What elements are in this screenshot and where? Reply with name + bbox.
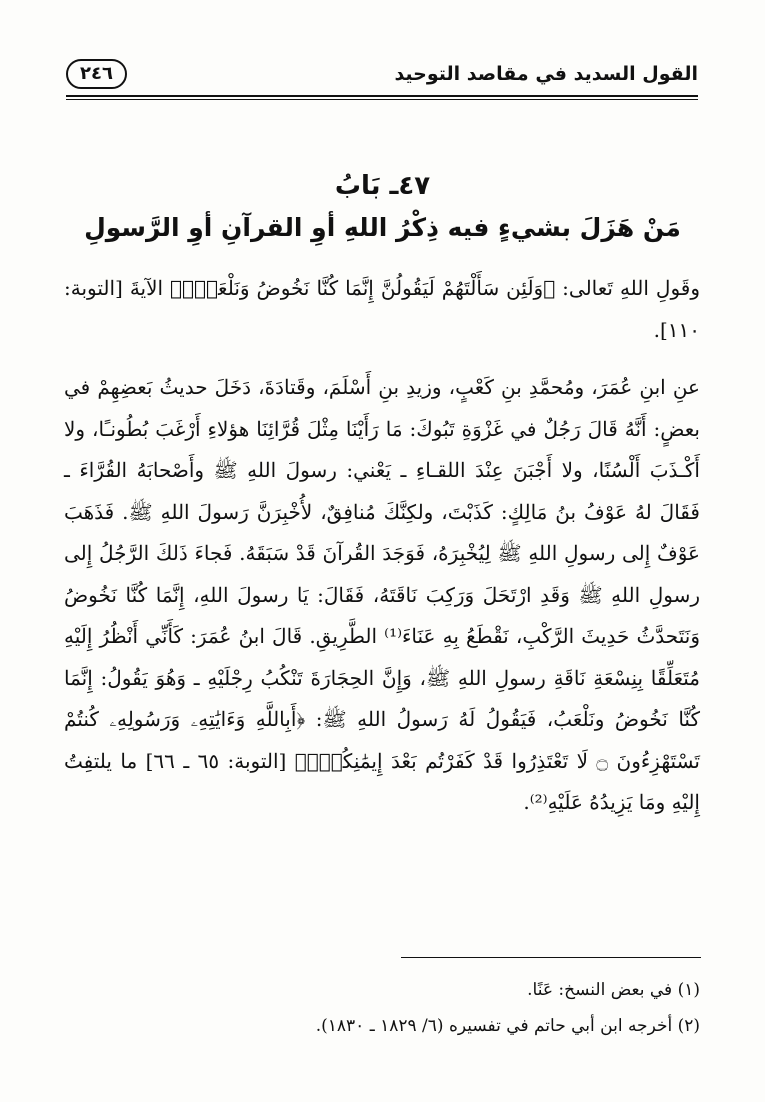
chapter-number: ٤٧ـ بَابُ xyxy=(334,171,431,201)
footnote-1: (١) في بعض النسخ: عَنًا. xyxy=(527,980,700,1000)
footnote-rule xyxy=(401,957,701,958)
body-text xyxy=(64,268,700,824)
running-header xyxy=(66,56,698,92)
verse-intro-paragraph: وقَولِ اللهِ تَعالى: ﴿وَلَئِن سَأَلْتَهُمْ لَيَقُولُنَّ إِنَّمَا كُنَّا نَخُوضُ وَنَلْعَبُۚ﴾ الآيةَ [التوبة: ١١٠]. xyxy=(64,276,700,342)
chapter-title: مَنْ هَزَلَ بشيءٍ فيه ذِكْرُ اللهِ أوِ القرآنِ أوِ الرَّسولِ xyxy=(84,213,681,242)
footnote-2: (٢) أخرجه ابن أبي حاتم في تفسيره (٦/ ١٨٢٩ ـ ١٨٣٠). xyxy=(315,1016,700,1036)
footnotes xyxy=(64,972,700,1044)
chapter-heading xyxy=(40,168,725,248)
page-number: ٢٤٦ xyxy=(66,59,127,89)
narration-paragraph: عنِ ابنِ عُمَرَ، ومُحمَّدِ بنِ كَعْبٍ، وزيدِ بنِ أَسْلَمَ، وقَتادَةَ، دَخَلَ حديثُ بَعضِهِمْ في بعضٍ: أَنَّهُ قَالَ رَجُلٌ في غَزْوَةِ تَبُوكَ: مَا رَأَيْنَا مِثْلَ قُرَّائِنَا هؤلاءِ أَرْغَبَ بُطُونـًا، ولا أَكْـذَبَ أَلْسُنًا، ولا أَجْبَنَ عِنْدَ اللقـاءِ ـ يَعْني: رسولَ اللهِ ﷺ وأَصْحابَهُ القُرَّاءَ ـ فَقَالَ لهُ عَوْفُ بنُ مَالِكٍ: كَذَبْتَ، ولكِنَّكَ مُنافِقٌ، لأُخْبِرَنَّ رَسولَ اللهِ ﷺ. فَذَهَبَ عَوْفٌ إِلى رسولِ اللهِ ﷺ لِيُخْبِرَهُ، فَوَجَدَ القُرآنَ قَدْ سَبَقَهُ. فَجاءَ ذَلكَ الرَّجُلُ إِلى رسولِ اللهِ ﷺ وَقَدِ ارْتَحَلَ وَرَكِبَ نَاقَتَهُ، فَقَالَ: يَا رسولَ اللهِ، إِنَّمَا كُنَّا نَخُوضُ وَنَتَحدَّثُ حَدِيثَ الرَّكْبِ، نَقْطَعُ بِهِ عَنَاءَ⁽¹⁾ الطَّرِيقِ. قَالَ ابنُ عُمَرَ: كَأَنِّي أَنْظُرُ إِلَيْهِ مُتَعَلِّقًا بِنِسْعَةِ نَاقَةِ رسولِ اللهِ ﷺ، وَإِنَّ الحِجَارَةَ تَنْكُبُ رِجْلَيْهِ ـ وَهُوَ يَقُولُ: إِنَّمَا كُنَّا نَخُوضُ ونَلْعَبُ، فَيَقُولُ لَهُ رَسولُ اللهِ ﷺ: ﴿أَبِاللَّهِ وَءَايَٰتِهِۦ وَرَسُولِهِۦ كُنتُمْ تَسْتَهْزِءُونَ ۝ لَا تَعْتَذِرُوا قَدْ كَفَرْتُم بَعْدَ إِيمَٰنِكُمْۚ﴾ [التوبة: ٦٥ ـ ٦٦] ما يلتفِتُ إِليْهِ ومَا يَزِيدُهُ عَلَيْهِ⁽²⁾. xyxy=(64,375,700,814)
header-rule xyxy=(66,95,698,97)
running-title: القول السديد في مقاصد التوحيد xyxy=(394,63,698,85)
header-rule-thin xyxy=(66,99,698,100)
